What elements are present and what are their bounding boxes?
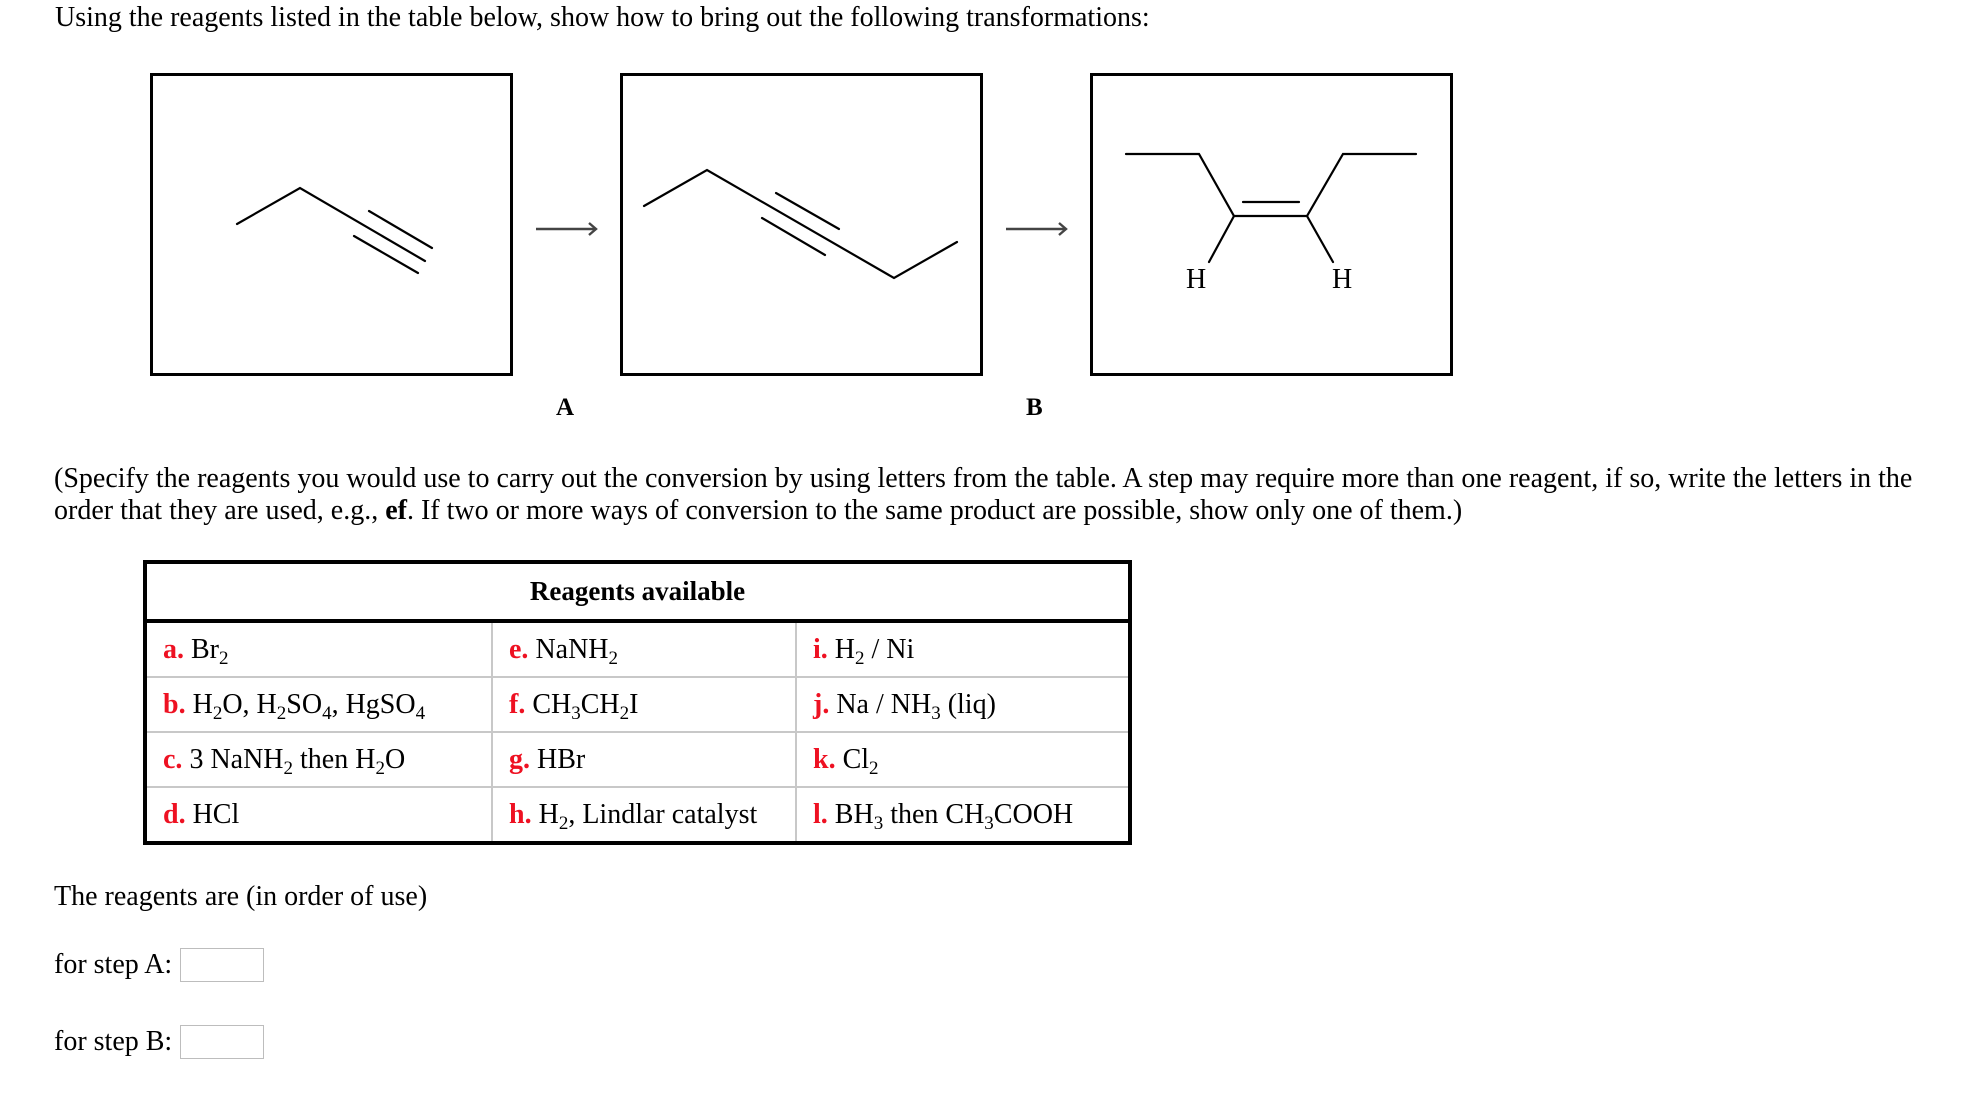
molecule-cis-3-hexene-structure — [1126, 154, 1416, 262]
hydrogen-label-left: H — [1186, 264, 1207, 295]
reagent-cell — [145, 732, 492, 787]
table-row — [145, 677, 1130, 732]
reagent-formula: $BH_3$ then $CH_3COOH$ — [827, 798, 1074, 834]
reagent-letter: d. — [163, 798, 186, 830]
reagent-cell — [492, 677, 796, 732]
reagent-formula: $CH_3CH_2I$ — [525, 688, 639, 724]
step-a-label: for step A: — [54, 949, 173, 980]
reagent-cell — [145, 621, 492, 677]
reagent-formula: Na / $NH_3$ (liq) — [829, 688, 996, 724]
reagent-letter: a. — [163, 633, 184, 665]
table-header: Reagents available — [145, 562, 1130, 621]
reagents-table — [143, 560, 1132, 845]
step-a-row — [54, 948, 264, 982]
step-b-input[interactable] — [180, 1025, 264, 1059]
reagent-formula: $H_2O$, $H_2SO_4$, HgSO$_4$ — [185, 688, 426, 724]
reagent-letter: c. — [163, 743, 183, 775]
step-b-label: for step B: — [54, 1026, 173, 1057]
reagent-formula: HCl — [185, 798, 240, 830]
reagent-letter: l. — [813, 798, 828, 830]
reagent-letter: h. — [509, 798, 532, 830]
reagent-formula: $Cl_2$ — [835, 743, 879, 779]
instructions-paragraph — [54, 463, 1924, 527]
reagent-cell — [145, 677, 492, 732]
table-row — [145, 787, 1130, 843]
reagent-cell — [492, 732, 796, 787]
reagent-formula: $H_2$ / Ni — [827, 633, 915, 669]
instructions-example: ef — [385, 495, 407, 526]
step-b-row — [54, 1025, 264, 1059]
table-row — [145, 621, 1130, 677]
reagent-letter: k. — [813, 743, 836, 775]
molecule-1-butyne-structure — [237, 188, 432, 273]
molecule-3-hexyne-structure — [644, 170, 957, 278]
reagent-formula: $Br_2$ — [184, 633, 229, 669]
reagent-formula: NaNH$_2$ — [528, 633, 619, 669]
instructions-text-1: (Specify the reagents you would use to carry out the conversion by using letters from the table. A step may require more than one reagent, if so, write the letters in the order that they are used, e.g., — [54, 463, 1913, 526]
reagent-cell — [492, 621, 796, 677]
table-row — [145, 732, 1130, 787]
instructions-text-2: . If two or more ways of conversion to the same product are possible, show only one of them.) — [406, 495, 1463, 526]
reagent-cell — [796, 621, 1130, 677]
reagent-formula: 3 NaNH$_2$ then $H_2O$ — [182, 743, 406, 779]
step-a-input[interactable] — [180, 948, 264, 982]
reagent-letter: b. — [163, 688, 186, 720]
reagent-formula: $H_2$, Lindlar catalyst — [531, 798, 758, 834]
reagent-letter: e. — [509, 633, 529, 665]
reagent-cell — [796, 677, 1130, 732]
question-title: Using the reagents listed in the table below, show how to bring out the following transformations: — [55, 2, 1150, 33]
step-label-b: B — [1026, 394, 1043, 421]
reagent-cell — [492, 787, 796, 843]
reagent-letter: j. — [813, 688, 830, 720]
reaction-scheme — [0, 0, 1968, 400]
reagent-letter: g. — [509, 743, 530, 775]
reagent-letter: i. — [813, 633, 828, 665]
reagent-formula: HBr — [530, 743, 586, 775]
reagent-cell — [796, 787, 1130, 843]
step-label-a: A — [556, 394, 575, 421]
hydrogen-label-right: H — [1332, 264, 1353, 295]
reagent-cell — [796, 732, 1130, 787]
reagent-letter: f. — [509, 688, 526, 720]
answers-label: The reagents are (in order of use) — [54, 881, 428, 912]
reagent-cell — [145, 787, 492, 843]
